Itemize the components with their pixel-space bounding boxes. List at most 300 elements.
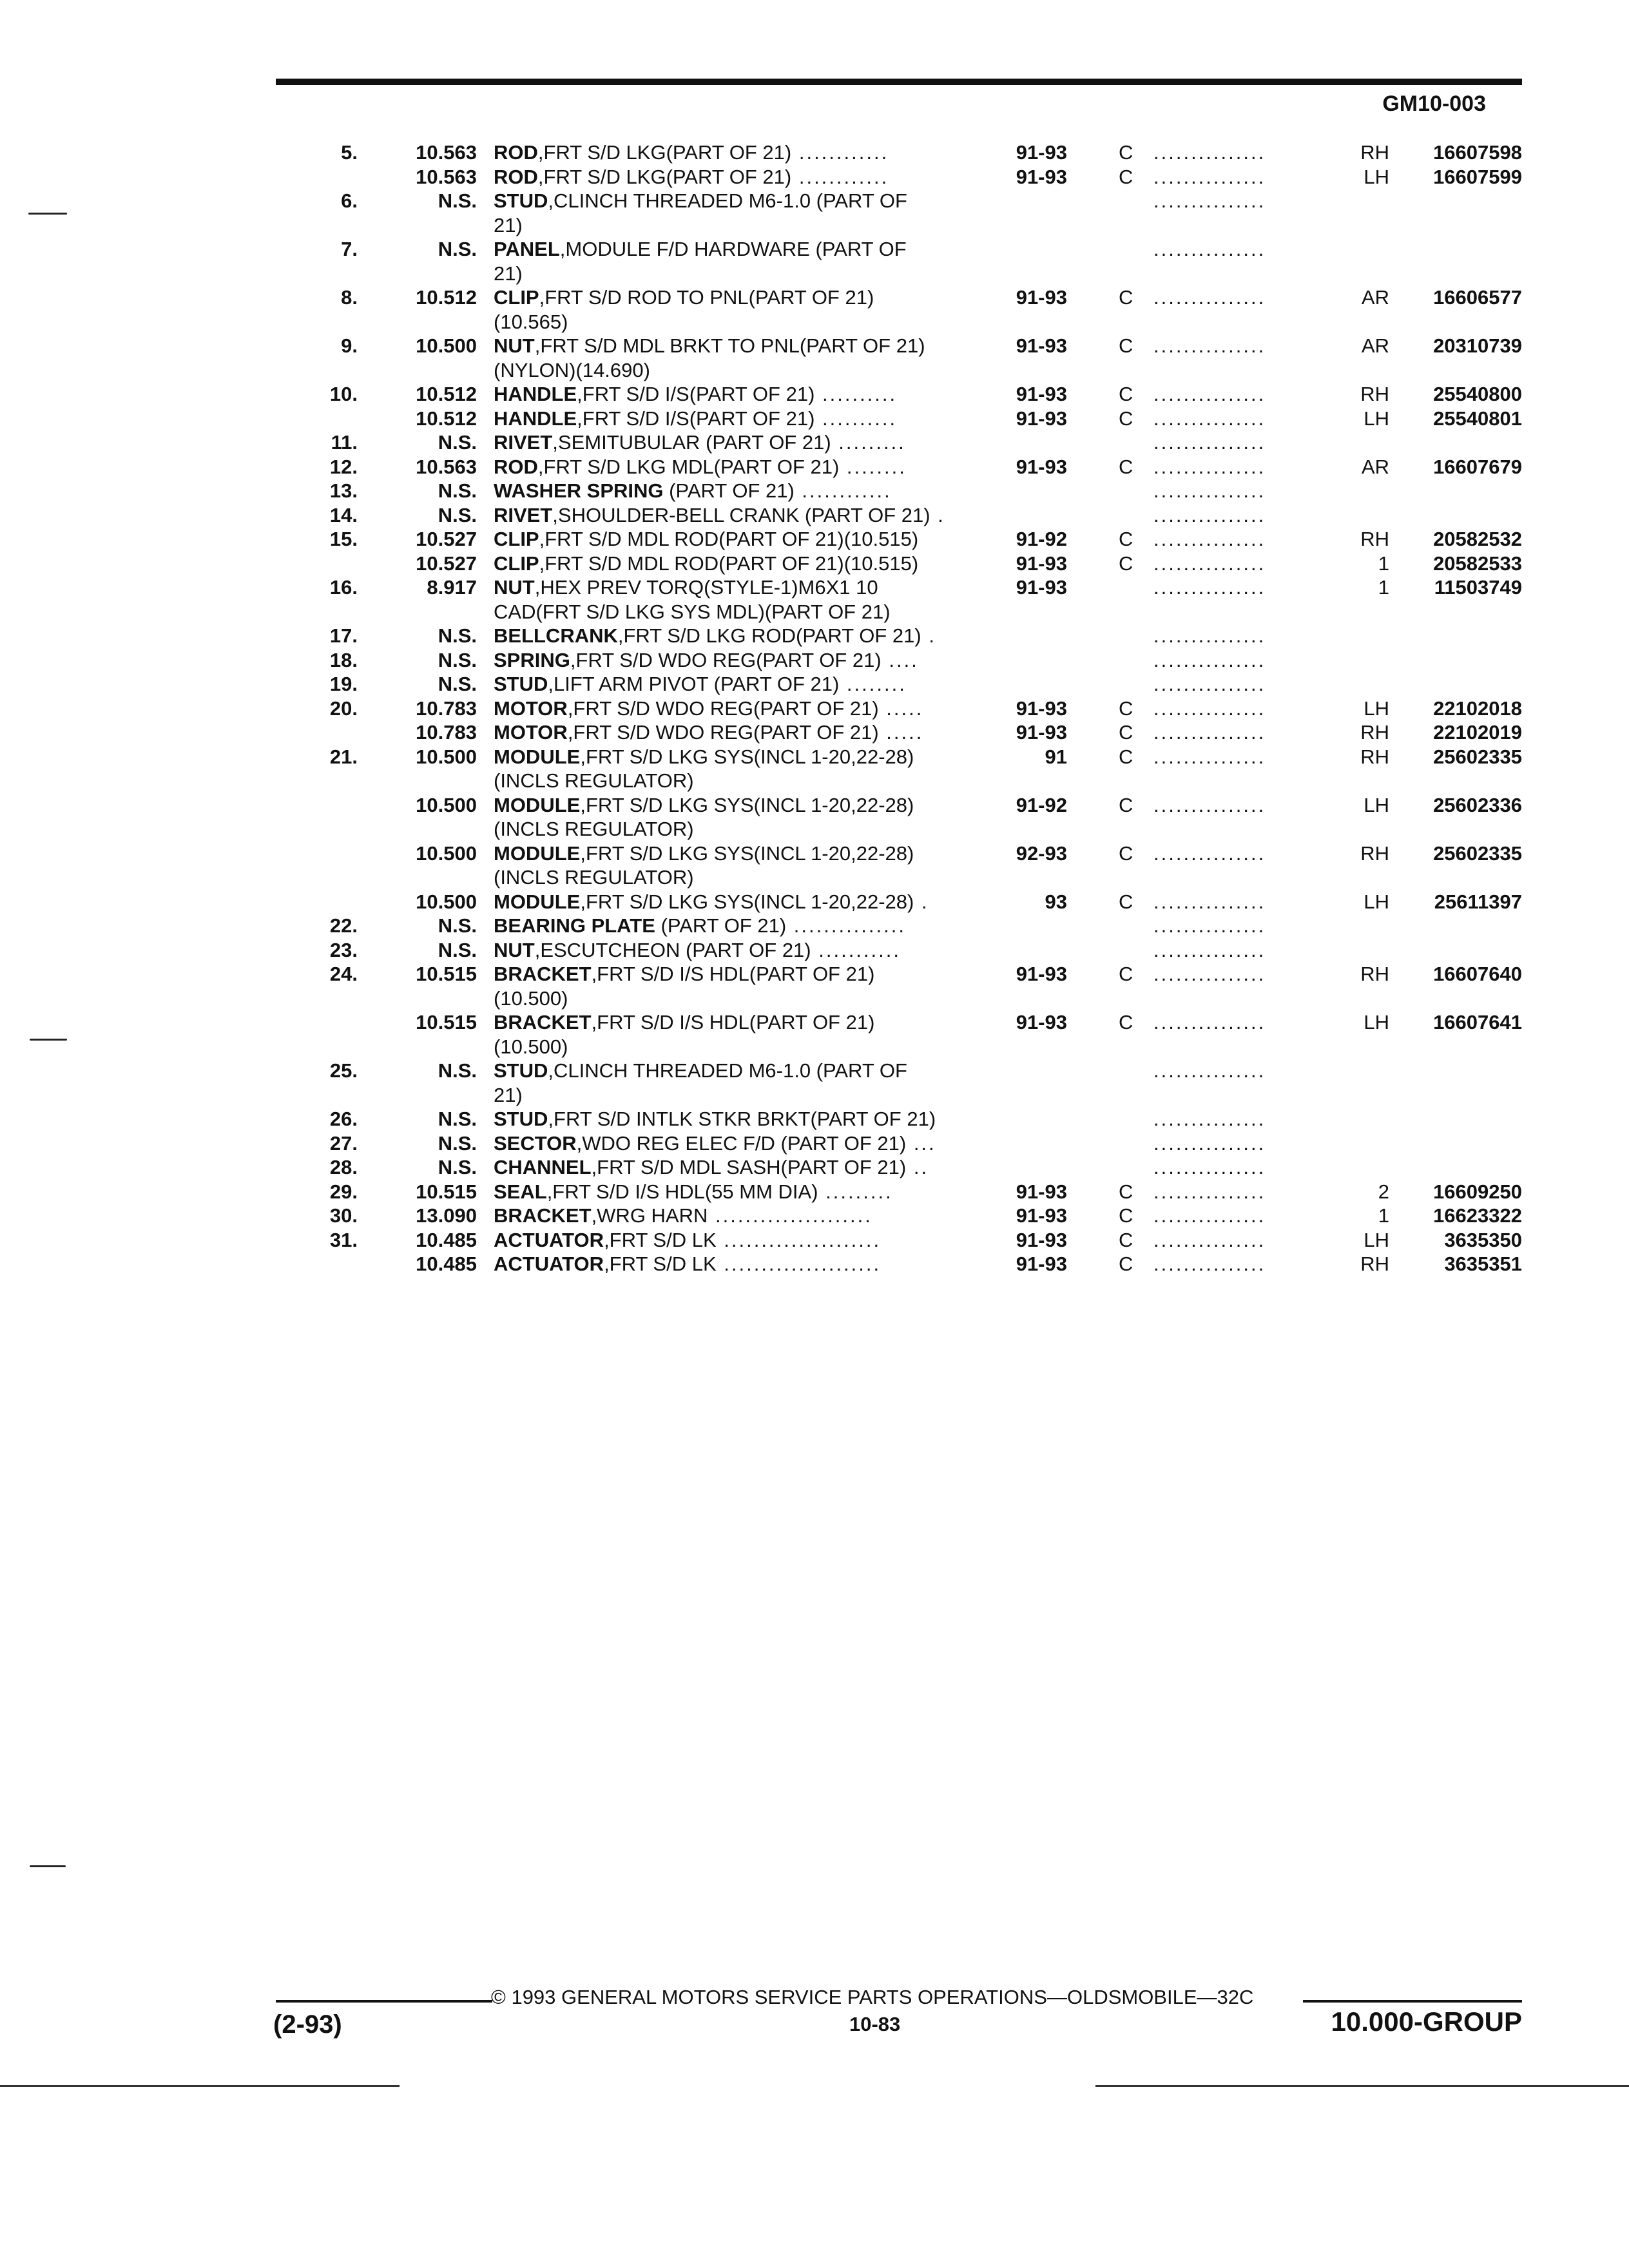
part-description [494, 697, 1025, 721]
part-detail: ,CLINCH THREADED M6-1.0 (PART OF [548, 189, 907, 212]
key-number: 15. [329, 528, 358, 550]
part-name: NUT [494, 938, 535, 961]
series-code: C [1119, 165, 1133, 188]
part-name: ROD [494, 455, 538, 478]
model-years: 91-93 [1016, 286, 1067, 309]
part-description [494, 1107, 1025, 1131]
part-description [494, 938, 1025, 963]
part-description [494, 672, 1025, 697]
part-detail: 21) [494, 262, 523, 285]
leader-dots-2: ............... [1153, 648, 1266, 671]
parts-row [0, 358, 1629, 383]
series-code: C [1119, 1011, 1133, 1033]
revision-date: (2-93) [273, 2010, 342, 2039]
punch-mark [28, 213, 67, 215]
parts-row [0, 697, 1629, 721]
leader-dots-2: ............... [1153, 793, 1266, 816]
leader-dots-2: ............... [1153, 1253, 1266, 1275]
leader-dots-2: ............... [1153, 165, 1266, 188]
part-detail: ,FRT S/D WDO REG(PART OF 21) [567, 721, 879, 744]
parts-row [0, 430, 1629, 455]
side-or-qty: 2 [1378, 1180, 1389, 1203]
part-name: ACTUATOR [494, 1253, 604, 1275]
part-number: 3635350 [1444, 1228, 1522, 1251]
leader-dots: ..................... [708, 1204, 872, 1227]
part-detail: (INCLS REGULATOR) [494, 866, 694, 889]
parts-row [0, 600, 1629, 624]
group-number: 10.515 [416, 1011, 477, 1033]
series-code: C [1119, 890, 1133, 913]
parts-row [0, 745, 1629, 769]
punch-mark [30, 1865, 66, 1867]
series-code: C [1119, 552, 1133, 575]
part-detail: ,FRT S/D LKG SYS(INCL 1-20,22-28) [580, 793, 914, 816]
leader-dots: . [921, 624, 936, 647]
key-number: 31. [329, 1228, 358, 1251]
part-description [494, 745, 1025, 769]
part-description [494, 310, 1025, 334]
leader-dots-2: ............... [1153, 455, 1266, 478]
leader-dots: ............ [791, 165, 889, 188]
part-name: ROD [494, 141, 538, 164]
leader-dots-2: ............... [1153, 552, 1266, 575]
leader-dots-2: ............... [1153, 1059, 1266, 1082]
model-years: 91-93 [1016, 576, 1067, 599]
part-name: CHANNEL [494, 1156, 592, 1178]
part-detail: (INCLS REGULATOR) [494, 769, 694, 792]
series-code: C [1119, 528, 1133, 550]
part-detail: ,FRT S/D INTLK STKR BRKT(PART OF 21) [548, 1108, 936, 1130]
side-or-qty: RH [1360, 141, 1389, 164]
group-number: N.S. [438, 431, 477, 454]
group-number: 10.527 [416, 552, 477, 575]
key-number: 27. [329, 1131, 358, 1155]
part-detail: ,FRT S/D MDL ROD(PART OF 21)(10.515) [539, 552, 919, 575]
series-code: C [1119, 1204, 1133, 1227]
part-description [494, 1010, 1025, 1035]
part-description [494, 600, 1025, 624]
scan-edge [1095, 2085, 1629, 2087]
part-number: 16607598 [1433, 141, 1522, 164]
part-detail: (PART OF 21) [663, 479, 795, 502]
part-detail: ,FRT S/D MDL ROD(PART OF 21)(10.515) [539, 528, 919, 550]
group-number: 10.485 [416, 1228, 477, 1251]
part-detail: ,FRT S/D I/S(PART OF 21) [577, 383, 815, 405]
group-number: 13.090 [416, 1204, 477, 1227]
model-years: 91-93 [1016, 721, 1067, 744]
part-description [494, 382, 1025, 407]
leader-dots-2: ............... [1153, 1180, 1266, 1203]
leader-dots: .. [906, 1156, 929, 1178]
model-years: 91-93 [1016, 1204, 1067, 1227]
group-number: 10.500 [416, 334, 477, 357]
key-number: 29. [329, 1180, 358, 1203]
side-or-qty: AR [1361, 334, 1389, 357]
part-detail: ,MODULE F/D HARDWARE (PART OF [559, 238, 907, 260]
parts-row [0, 962, 1629, 986]
series-code: C [1119, 455, 1133, 478]
group-number: 10.500 [416, 745, 477, 768]
part-description [494, 841, 1025, 866]
parts-row [0, 1083, 1629, 1108]
key-number: 7. [341, 238, 358, 260]
part-name: RIVET [494, 431, 553, 454]
leader-dots-2: ............... [1153, 576, 1266, 599]
parts-list [0, 140, 1629, 1276]
leader-dots-2: ............... [1153, 334, 1266, 357]
part-detail: (10.565) [494, 310, 568, 333]
parts-row [0, 552, 1629, 576]
part-description [494, 1059, 1025, 1083]
key-number: 11. [331, 431, 358, 454]
part-description [494, 285, 1025, 310]
group-number: 8.917 [427, 576, 477, 599]
leader-dots: ............ [791, 141, 889, 164]
part-name: STUD [494, 189, 548, 212]
part-detail: ,SEMITUBULAR (PART OF 21) [552, 431, 831, 454]
part-name: SECTOR [494, 1131, 577, 1155]
part-name: PANEL [494, 238, 560, 260]
part-description [494, 407, 1025, 431]
part-detail: ,LIFT ARM PIVOT (PART OF 21) [548, 673, 840, 695]
model-years: 91 [1045, 745, 1067, 768]
group-number: 10.527 [416, 528, 477, 550]
model-years: 91-93 [1016, 165, 1067, 188]
series-code: C [1119, 383, 1133, 405]
part-number: 22102019 [1433, 721, 1522, 744]
part-number: 25602335 [1433, 745, 1522, 768]
series-code: C [1119, 1228, 1133, 1251]
model-years: 91-92 [1016, 793, 1067, 816]
side-or-qty: RH [1360, 383, 1389, 405]
part-number: 16607641 [1433, 1011, 1522, 1033]
group-number: 10.485 [416, 1253, 477, 1275]
part-description [494, 455, 1025, 479]
series-code: C [1119, 1180, 1133, 1203]
part-description [494, 479, 1025, 503]
part-description [494, 237, 1025, 262]
part-number: 25602335 [1433, 841, 1522, 865]
parts-row [0, 1252, 1629, 1276]
leader-dots-2: ............... [1153, 479, 1266, 502]
part-name: ACTUATOR [494, 1228, 604, 1251]
part-detail: ,FRT S/D MDL BRKT TO PNL(PART OF 21) [534, 334, 925, 357]
part-name: STUD [494, 1059, 548, 1082]
leader-dots-2: ............... [1153, 841, 1266, 865]
leader-dots-2: ............... [1153, 407, 1266, 430]
part-description [494, 1228, 1025, 1253]
series-code: C [1119, 334, 1133, 357]
group-number: 10.563 [416, 455, 477, 478]
series-code: C [1119, 1253, 1133, 1275]
series-code: C [1119, 963, 1133, 985]
copyright: © 1993 GENERAL MOTORS SERVICE PARTS OPERATIONS—OLDSMOBILE—32C [491, 1986, 1254, 2008]
leader-dots-2: ............... [1153, 914, 1266, 937]
parts-row [0, 1059, 1629, 1083]
leader-dots: ........... [811, 938, 901, 961]
parts-row [0, 213, 1629, 238]
part-detail: ,FRT S/D WDO REG(PART OF 21) [570, 648, 882, 671]
part-number: 20310739 [1433, 334, 1522, 357]
part-number: 11503749 [1434, 576, 1522, 599]
side-or-qty: AR [1361, 286, 1389, 309]
group-number: 10.500 [416, 890, 477, 913]
leader-dots-2: ............... [1153, 745, 1266, 768]
leader-dots-2: ............... [1153, 431, 1266, 454]
series-code: C [1119, 793, 1133, 816]
part-description [494, 624, 1025, 648]
part-description [494, 720, 1025, 745]
group-number: N.S. [438, 1156, 477, 1178]
part-name: HANDLE [494, 383, 577, 405]
punch-mark [30, 1039, 67, 1041]
page-number: 10-83 [849, 2013, 901, 2035]
group-number: N.S. [438, 914, 477, 937]
part-description [494, 986, 1025, 1011]
model-years: 91-92 [1016, 528, 1067, 550]
part-description [494, 140, 1025, 165]
side-or-qty: LH [1364, 1011, 1389, 1033]
model-years: 91-93 [1016, 1228, 1067, 1251]
leader-dots: ......... [831, 431, 906, 454]
part-detail: ,WDO REG ELEC F/D (PART OF 21) [576, 1131, 907, 1155]
part-name: MODULE [494, 745, 581, 768]
parts-row [0, 672, 1629, 697]
part-name: HANDLE [494, 407, 577, 430]
part-description [494, 358, 1025, 383]
key-number: 23. [329, 938, 358, 961]
group-number: 10.783 [416, 721, 477, 744]
leader-dots-2: ............... [1153, 697, 1266, 720]
key-number: 20. [329, 697, 358, 720]
part-detail: (PART OF 21) [655, 914, 787, 937]
part-description [494, 1131, 1025, 1156]
part-detail: ,SHOULDER-BELL CRANK (PART OF 21) [552, 503, 930, 526]
part-detail: ,FRT S/D LKG SYS(INCL 1-20,22-28) [580, 841, 914, 865]
key-number: 18. [329, 648, 358, 671]
model-years: 91-93 [1016, 141, 1067, 164]
group-number: 10.512 [416, 286, 477, 309]
group-number: 10.500 [416, 841, 477, 865]
parts-row [0, 1131, 1629, 1156]
parts-row [0, 237, 1629, 262]
part-detail: ,FRT S/D I/S(PART OF 21) [577, 407, 815, 430]
leader-dots-2: ............... [1153, 890, 1266, 913]
series-code: C [1119, 141, 1133, 164]
part-name: RIVET [494, 503, 553, 526]
side-or-qty: LH [1364, 697, 1389, 720]
parts-row [0, 720, 1629, 745]
parts-row [0, 769, 1629, 793]
leader-dots-2: ............... [1153, 383, 1266, 405]
key-number: 5. [341, 141, 358, 164]
part-detail: ,FRT S/D I/S HDL(PART OF 21) [591, 963, 875, 985]
leader-dots-2: ............... [1153, 1204, 1266, 1227]
part-name: STUD [494, 1108, 548, 1130]
parts-row [0, 1155, 1629, 1180]
key-number: 6. [341, 189, 358, 212]
leader-dots: .......... [815, 407, 898, 430]
group-number: N.S. [438, 503, 477, 526]
part-detail: ,FRT S/D LK [604, 1253, 717, 1275]
key-number: 13. [329, 479, 358, 502]
part-name: ROD [494, 165, 538, 188]
parts-row [0, 938, 1629, 963]
part-detail: 21) [494, 1083, 523, 1106]
part-detail: CAD(FRT S/D LKG SYS MDL)(PART OF 21) [494, 600, 891, 623]
part-description [494, 213, 1025, 238]
part-name: CLIP [494, 528, 539, 550]
key-number: 22. [329, 914, 358, 937]
key-number: 9. [341, 334, 358, 357]
scan-edge [0, 2085, 400, 2087]
parts-row [0, 575, 1629, 600]
side-or-qty: LH [1364, 793, 1389, 816]
part-name: BEARING PLATE [494, 914, 655, 937]
side-or-qty: RH [1360, 721, 1389, 744]
part-detail: ,CLINCH THREADED M6-1.0 (PART OF [548, 1059, 907, 1082]
series-code: C [1119, 745, 1133, 768]
model-years: 91-93 [1016, 1180, 1067, 1203]
parts-row [0, 624, 1629, 648]
part-description [494, 262, 1025, 286]
side-or-qty: RH [1360, 528, 1389, 550]
model-years: 91-93 [1016, 552, 1067, 575]
leader-dots: ..... [878, 721, 924, 744]
part-description [494, 914, 1025, 938]
model-years: 91-93 [1016, 1253, 1067, 1275]
part-description [494, 334, 1025, 358]
key-number: 19. [329, 673, 358, 695]
leader-dots: ..................... [716, 1253, 882, 1275]
part-detail: ,FRT S/D I/S HDL(PART OF 21) [591, 1011, 875, 1033]
leader-dots-2: ............... [1153, 673, 1266, 695]
group-number: 10.515 [416, 963, 477, 985]
part-name: MOTOR [494, 697, 568, 720]
part-detail: ,FRT S/D MDL SASH(PART OF 21) [591, 1156, 907, 1178]
parts-row [0, 1035, 1629, 1059]
leader-dots: . [930, 503, 945, 526]
parts-row [0, 334, 1629, 358]
model-years: 92-93 [1016, 841, 1067, 865]
part-number: 3635351 [1444, 1253, 1522, 1275]
part-detail: ,FRT S/D LKG ROD(PART OF 21) [617, 624, 921, 647]
leader-dots-2: ............... [1153, 963, 1266, 985]
key-number: 21. [329, 745, 358, 768]
side-or-qty: 1 [1378, 576, 1389, 599]
leader-dots: ........ [839, 455, 907, 478]
catalog-code: GM10-003 [1382, 91, 1486, 116]
part-description [494, 1035, 1025, 1059]
group-number: N.S. [438, 479, 477, 502]
part-name: BELLCRANK [494, 624, 618, 647]
part-detail: ,FRT S/D LKG(PART OF 21) [537, 165, 792, 188]
group-number: N.S. [438, 238, 477, 260]
parts-row [0, 1204, 1629, 1228]
part-detail: (NYLON)(14.690) [494, 358, 650, 381]
part-description [494, 1252, 1025, 1276]
part-number: 25611397 [1434, 890, 1522, 913]
key-number: 14. [329, 503, 358, 526]
model-years: 91-93 [1016, 383, 1067, 405]
leader-dots: ............... [786, 914, 906, 937]
part-number: 25540800 [1433, 383, 1522, 405]
part-name: MODULE [494, 793, 581, 816]
part-description [494, 430, 1025, 455]
part-name: STUD [494, 673, 548, 695]
part-detail: (10.500) [494, 986, 568, 1010]
parts-row [0, 890, 1629, 914]
parts-row [0, 382, 1629, 407]
parts-row [0, 1107, 1629, 1131]
part-description [494, 1083, 1025, 1108]
series-code: C [1119, 841, 1133, 865]
leader-dots-2: ............... [1153, 528, 1266, 550]
part-detail: ,HEX PREV TORQ(STYLE-1)M6X1 10 [534, 576, 878, 599]
key-number: 25. [329, 1059, 358, 1082]
side-or-qty: LH [1364, 165, 1389, 188]
part-detail: (10.500) [494, 1035, 568, 1058]
part-name: MODULE [494, 841, 581, 865]
model-years: 91-93 [1016, 334, 1067, 357]
part-description [494, 552, 1025, 576]
group-number: N.S. [438, 189, 477, 212]
part-detail: ,FRT S/D WDO REG(PART OF 21) [567, 697, 879, 720]
key-number: 16. [329, 576, 358, 599]
key-number: 17. [329, 624, 358, 647]
leader-dots-2: ............... [1153, 1156, 1266, 1178]
key-number: 30. [329, 1204, 358, 1227]
part-name: CLIP [494, 286, 539, 309]
parts-row [0, 189, 1629, 213]
part-name: MOTOR [494, 721, 568, 744]
group-number: N.S. [438, 648, 477, 671]
key-number: 24. [329, 963, 358, 985]
part-detail: ,FRT S/D LKG SYS(INCL 1-20,22-28) [580, 890, 914, 913]
part-detail: ,FRT S/D I/S HDL(55 MM DIA) [546, 1180, 818, 1203]
part-number: 25540801 [1433, 407, 1522, 430]
part-number: 25602336 [1433, 793, 1522, 816]
parts-row [0, 165, 1629, 189]
leader-dots: . [914, 890, 929, 913]
part-description [494, 793, 1025, 818]
group-number: 10.563 [416, 165, 477, 188]
side-or-qty: LH [1364, 1228, 1389, 1251]
part-description [494, 575, 1025, 600]
part-description [494, 1155, 1025, 1180]
leader-dots-2: ............... [1153, 286, 1266, 309]
part-description [494, 527, 1025, 552]
part-number: 16607599 [1433, 165, 1522, 188]
part-description [494, 503, 1025, 528]
part-description [494, 1204, 1025, 1228]
part-number: 16606577 [1433, 286, 1522, 309]
part-name: BRACKET [494, 1011, 592, 1033]
part-detail: ,ESCUTCHEON (PART OF 21) [534, 938, 811, 961]
leader-dots: ... [906, 1131, 936, 1155]
parts-row [0, 986, 1629, 1011]
leader-dots: ..................... [716, 1228, 882, 1251]
leader-dots: ..... [878, 697, 924, 720]
part-name: BRACKET [494, 963, 592, 985]
part-description [494, 1180, 1025, 1204]
parts-row [0, 407, 1629, 431]
series-code: C [1119, 286, 1133, 309]
part-number: 16623322 [1433, 1204, 1522, 1227]
side-or-qty: AR [1361, 455, 1389, 478]
leader-dots-2: ............... [1153, 141, 1266, 164]
part-detail: ,FRT S/D LK [604, 1228, 717, 1251]
